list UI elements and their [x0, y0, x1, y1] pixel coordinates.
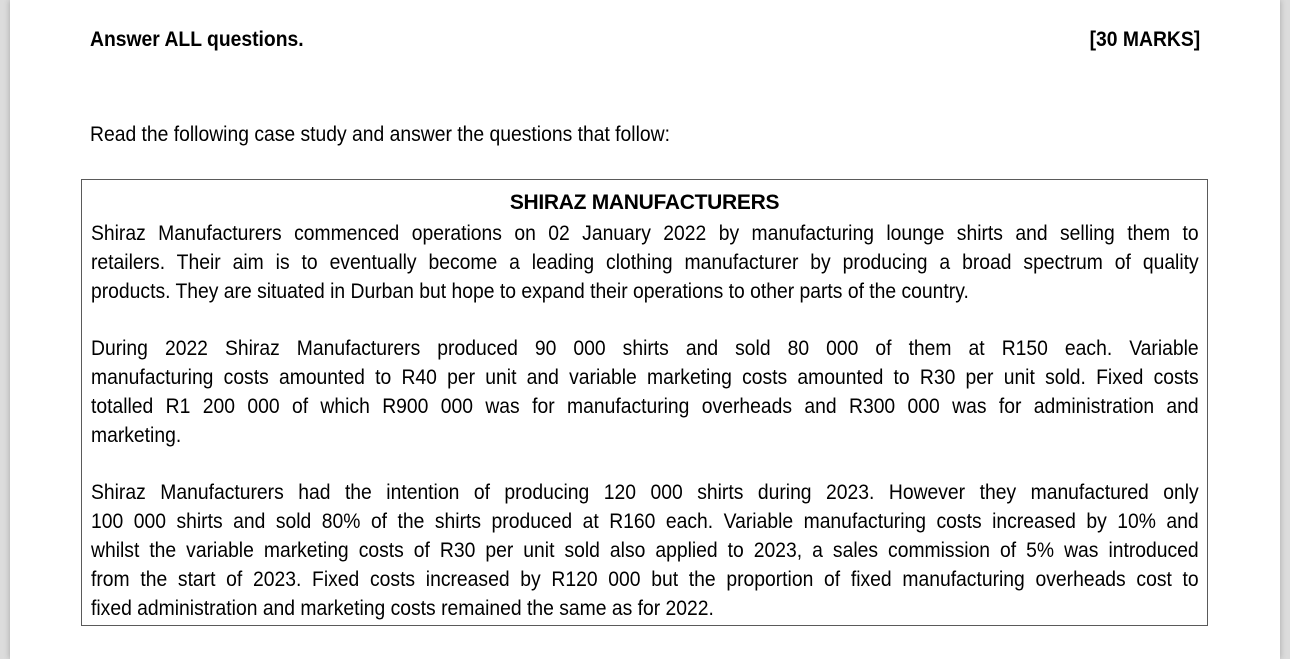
lead-instruction: Read the following case study and answer the questions that follow: — [90, 123, 670, 146]
paragraph-line: marketing. — [91, 424, 182, 447]
paragraph-line: Shiraz Manufacturers had the intention of producing 120 000 shirts during 2023. However they manufactured only — [91, 481, 1199, 504]
case-study-title: SHIRAZ MANUFACTURERS — [509, 191, 780, 214]
paragraph-line: retailers. Their aim is to eventually become a leading clothing manufacturer by producing a broad spectrum of quality — [91, 251, 1199, 274]
paragraph-line: totalled R1 200 000 of which R900 000 was for manufacturing overheads and R300 000 was for administration and — [91, 395, 1199, 418]
paragraph-line: products. They are situated in Durban but hope to expand their operations to other parts of the country. — [91, 280, 969, 303]
case-study-box — [81, 179, 1208, 626]
paragraph-line: During 2022 Shiraz Manufacturers produced 90 000 shirts and sold 80 000 of them at R150 each. Variable — [91, 337, 1199, 360]
case-paragraph-2 — [91, 334, 1199, 450]
paragraph-line: whilst the variable marketing costs of R30 per unit sold also applied to 2023, a sales commission of 5% was introduced — [91, 539, 1199, 562]
document-page — [10, 0, 1280, 659]
case-paragraph-1 — [91, 219, 1199, 306]
case-paragraph-3 — [91, 478, 1199, 623]
paragraph-line: from the start of 2023. Fixed costs increased by R120 000 but the proportion of fixed manufacturing overheads cost to — [91, 568, 1199, 591]
marks-label: [30 MARKS] — [1089, 28, 1200, 51]
paragraph-line: Shiraz Manufacturers commenced operations on 02 January 2022 by manufacturing lounge shirts and selling them to — [91, 222, 1199, 245]
instruction-text: Answer ALL questions. — [90, 28, 304, 51]
paragraph-line: fixed administration and marketing costs remained the same as for 2022. — [91, 597, 714, 620]
question-header — [90, 28, 1200, 56]
paragraph-line: manufacturing costs amounted to R40 per unit and variable marketing costs amounted to R30 per unit sold. Fixed costs — [91, 366, 1199, 389]
paragraph-line: 100 000 shirts and sold 80% of the shirts produced at R160 each. Variable manufacturing costs increased by 10% and — [91, 510, 1199, 533]
